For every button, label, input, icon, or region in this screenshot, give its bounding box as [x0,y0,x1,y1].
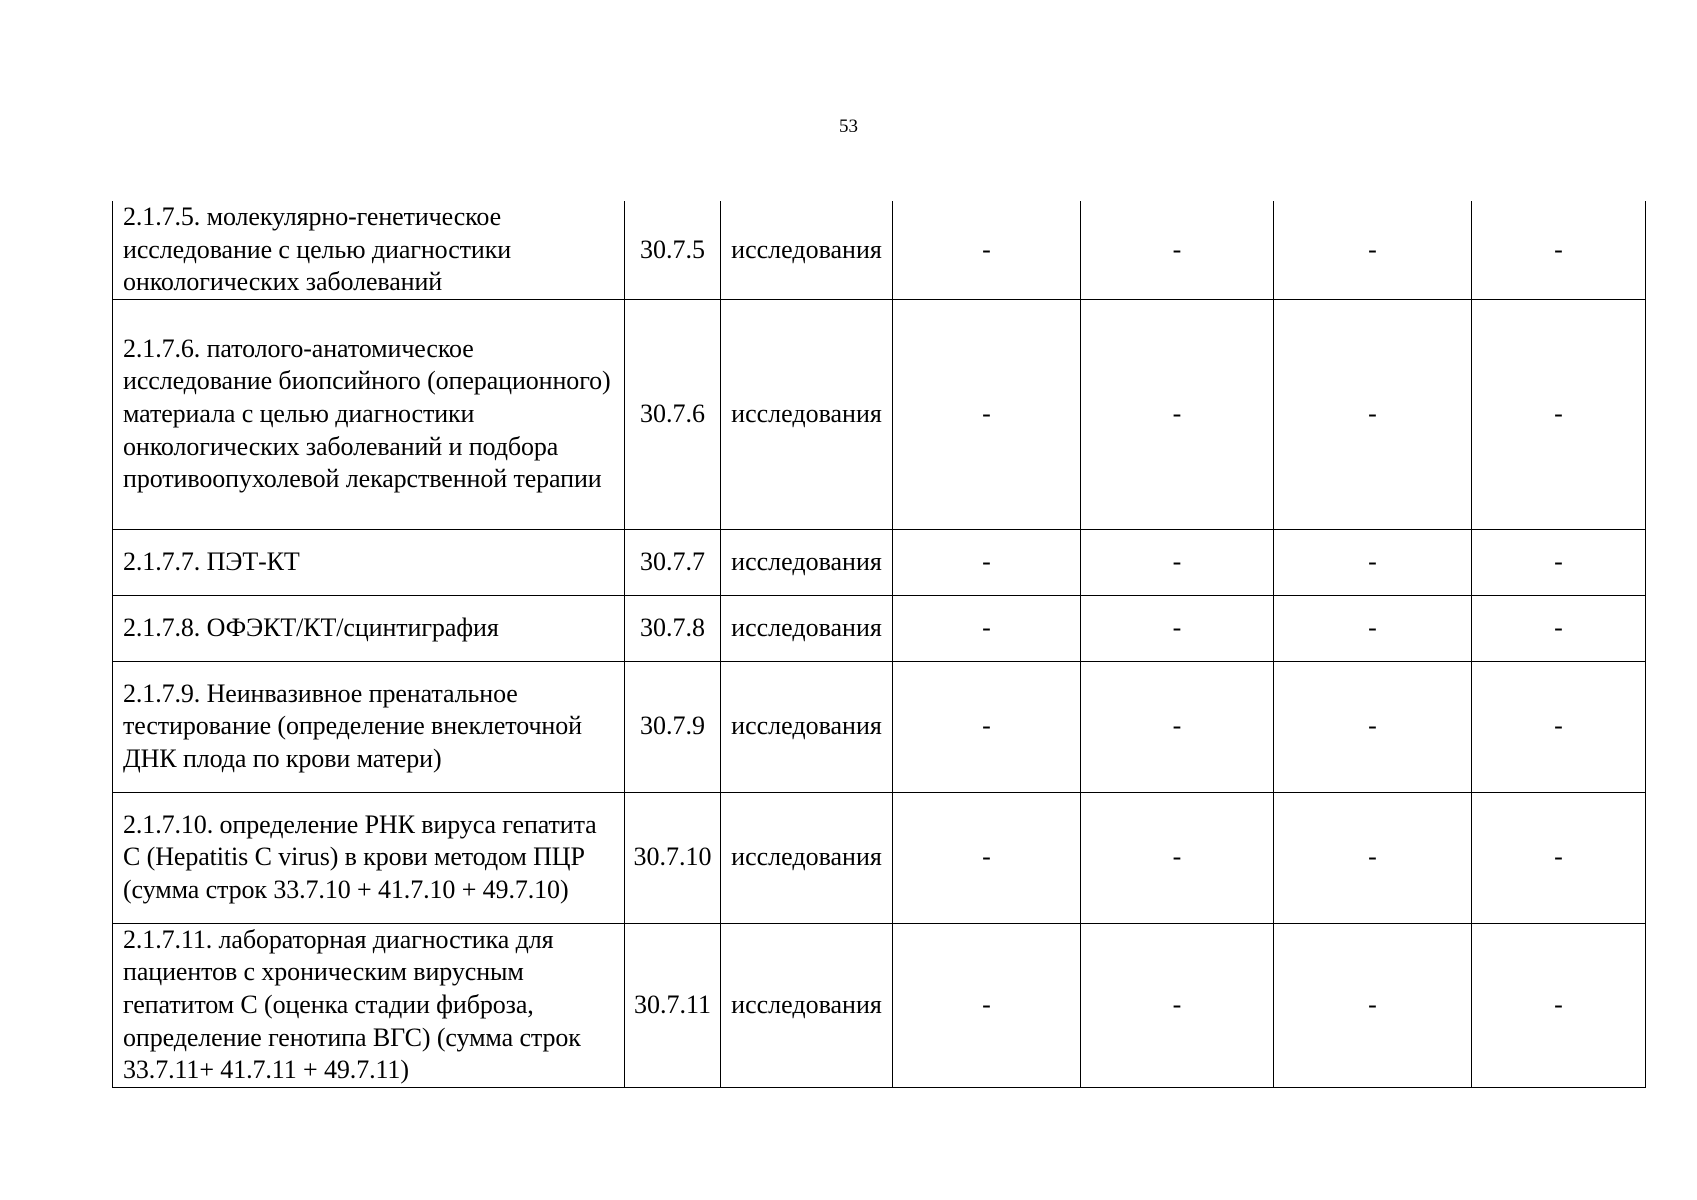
row-code-cell [625,923,721,1087]
row-value-cell [1274,923,1472,1087]
row-value: - [982,234,991,264]
row-value: - [1172,989,1182,1019]
row-value: - [1554,612,1563,642]
row-value: - [982,842,991,872]
row-value: - [1554,398,1563,428]
row-value: - [1172,711,1182,741]
row-value-cell [1081,201,1274,299]
row-value-cell [893,792,1081,923]
row-name-cell [113,661,625,792]
row-value-cell [1081,923,1274,1087]
row-value-cell [1081,792,1274,923]
row-value-cell [893,661,1081,792]
row-unit: исследования [731,234,882,264]
row-value: - [1554,234,1563,264]
row-name: 2.1.7.7. ПЭТ-КТ [123,546,300,576]
table-row [113,299,1646,529]
row-value-cell [1274,201,1472,299]
row-value: - [982,398,991,428]
row-value: - [1368,989,1377,1019]
table-row [113,201,1646,299]
row-code-cell [625,529,721,595]
row-value-cell [1274,792,1472,923]
row-name: 2.1.7.5. молекулярно-генетическое исследование с целью диагностики онкологических заболеваний [123,202,512,297]
row-value-cell [1081,299,1274,529]
row-value: - [1172,842,1182,872]
row-unit-cell [721,792,893,923]
row-value: - [1172,234,1182,264]
row-name: 2.1.7.6. патолого-анатомическое исследование биопсийного (операционного) материала с целью диагностики онкологических заболеваний и подбора противоопухолевой лекарственной терапии [123,333,611,494]
row-value: - [1172,612,1182,642]
row-code-cell [625,661,721,792]
row-value: - [982,989,991,1019]
row-value: - [1554,989,1563,1019]
row-value: - [1368,842,1377,872]
row-unit-cell [721,201,893,299]
row-name-cell [113,299,625,529]
row-value: - [1368,546,1377,576]
row-value: - [982,546,991,576]
row-unit-cell [721,923,893,1087]
row-value: - [1554,546,1563,576]
row-value-cell [1081,529,1274,595]
row-value: - [1172,546,1182,576]
data-table [112,201,1646,1088]
row-value-cell [1472,661,1646,792]
row-code-cell [625,595,721,661]
row-value-cell [1081,661,1274,792]
row-unit-cell [721,661,893,792]
row-value-cell [1472,792,1646,923]
row-value-cell [1472,595,1646,661]
row-value: - [1368,234,1377,264]
row-value: - [1172,398,1182,428]
page-number: 53 [839,116,858,137]
row-unit-cell [721,595,893,661]
row-value-cell [1472,201,1646,299]
row-unit-cell [721,529,893,595]
table-row [113,661,1646,792]
row-value-cell [893,529,1081,595]
row-name: 2.1.7.9. Неинвазивное пренатальное тестирование (определение внеклеточной ДНК плода по крови матери) [123,678,582,774]
row-value-cell [893,299,1081,529]
table-row [113,595,1646,661]
row-unit: исследования [731,842,882,872]
row-value-cell [1472,529,1646,595]
row-unit: исследования [731,546,882,576]
row-unit: исследования [731,989,882,1019]
row-value-cell [1274,661,1472,792]
row-value-cell [893,923,1081,1087]
row-name: 2.1.7.10. определение РНК вируса гепатита С (Hepatitis C virus) в крови методом ПЦР (сумма строк 33.7.10 + 41.7.10 + 49.7.10) [123,809,597,905]
row-value: - [982,612,991,642]
row-code: 30.7.11 [633,989,712,1019]
row-value-cell [1472,923,1646,1087]
row-name-cell [113,201,625,299]
row-code: 30.7.8 [640,612,705,642]
row-value-cell [1472,299,1646,529]
row-code: 30.7.7 [640,546,705,576]
row-code-cell [625,299,721,529]
row-unit: исследования [731,711,882,741]
row-unit: исследования [731,612,882,642]
row-value: - [1554,842,1563,872]
row-value-cell [893,201,1081,299]
row-code: 30.7.9 [640,711,705,741]
row-value: - [1368,398,1377,428]
row-value-cell [1274,529,1472,595]
row-name-cell [113,529,625,595]
table-row [113,529,1646,595]
row-value: - [982,711,991,741]
row-code: 30.7.5 [640,234,705,264]
row-code-cell [625,792,721,923]
row-code-cell [625,201,721,299]
table-row [113,792,1646,923]
row-value-cell [1081,595,1274,661]
row-code: 30.7.10 [633,842,712,872]
row-unit: исследования [731,398,882,428]
row-value: - [1368,711,1377,741]
row-value: - [1554,711,1563,741]
row-value: - [1368,612,1377,642]
row-code: 30.7.6 [640,398,705,428]
row-name-cell [113,792,625,923]
row-value-cell [1274,595,1472,661]
row-name: 2.1.7.8. ОФЭКТ/КТ/сцинтиграфия [123,612,499,642]
row-value-cell [893,595,1081,661]
row-unit-cell [721,299,893,529]
table-row [113,923,1646,1087]
row-name-cell [113,923,625,1087]
row-value-cell [1274,299,1472,529]
row-name: 2.1.7.11. лабораторная диагностика для пациентов с хроническим вирусным гепатитом С (оценка стадии фиброза, определение генотипа ВГС) (сумма строк 33.7.11+ 41.7.11 + 49.7.11) [123,924,581,1085]
row-name-cell [113,595,625,661]
